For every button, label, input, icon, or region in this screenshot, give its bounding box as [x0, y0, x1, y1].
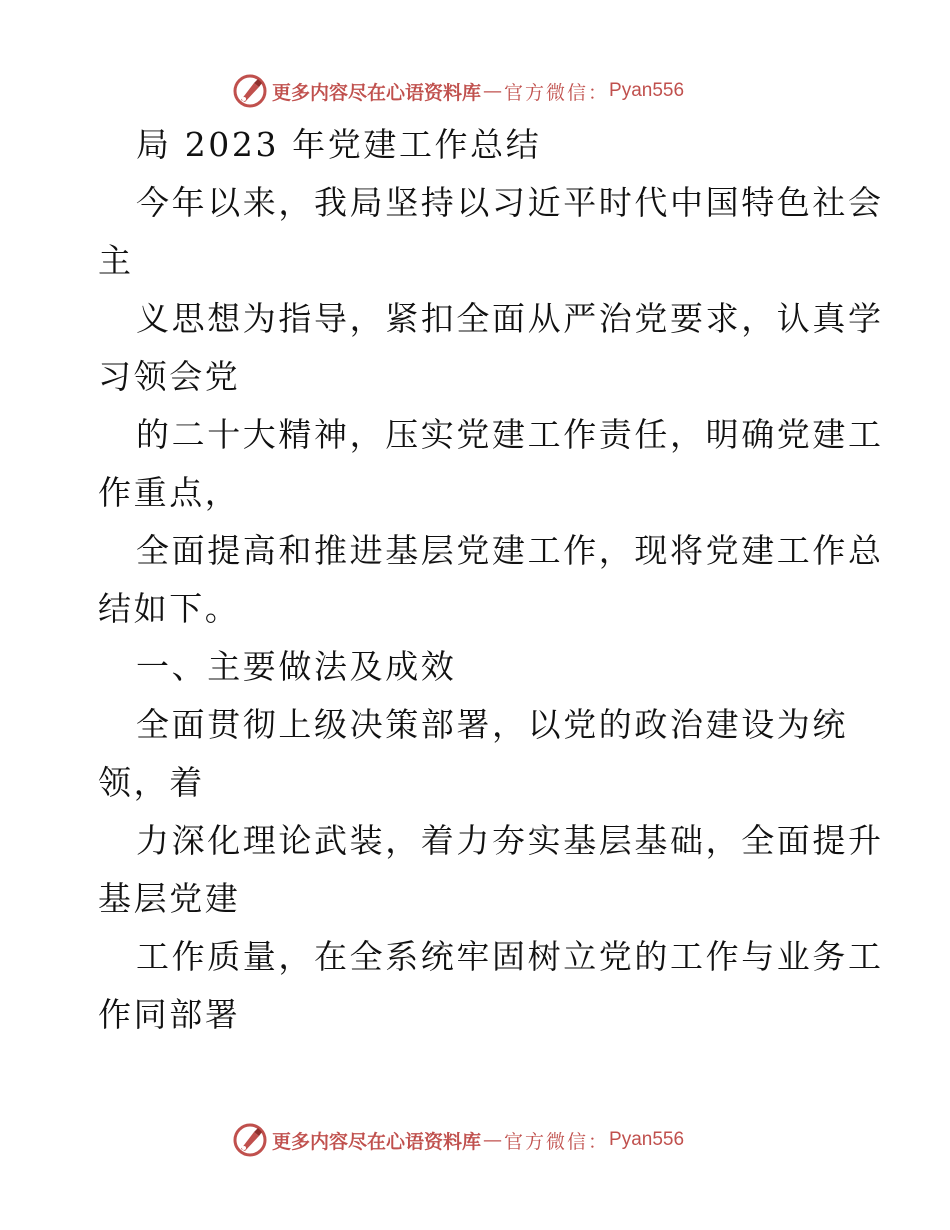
watermark-dash: — — [483, 1129, 503, 1151]
document-body — [98, 116, 884, 1044]
watermark-text: 更多内容尽在心语资料库 — [272, 81, 482, 104]
watermark-official-label: 官方微信： — [504, 81, 610, 104]
paragraph-line: 全面提高和推进基层党建工作，现将党建工作总 — [136, 531, 884, 570]
paragraph-line: 工作质量，在全系统牢固树立党的工作与业务工 — [136, 937, 884, 976]
paragraph-line: 作重点， — [98, 473, 241, 512]
paragraph-line: 主 — [98, 241, 134, 280]
section-heading: 一、主要做法及成效 — [136, 647, 457, 686]
watermark-text: 更多内容尽在心语资料库 — [272, 1130, 482, 1153]
watermark-dash: — — [483, 80, 503, 102]
watermark-header — [232, 71, 684, 111]
document-title: 局 2023 年党建工作总结 — [136, 125, 542, 164]
paragraph-line: 基层党建 — [98, 879, 241, 918]
pen-nib-circle-icon — [232, 1122, 268, 1158]
watermark-footer — [232, 1120, 684, 1160]
paragraph-line: 的二十大精神，压实党建工作责任，明确党建工 — [136, 415, 884, 454]
paragraph-line: 全面贯彻上级决策部署，以党的政治建设为统 — [136, 705, 848, 744]
watermark-wechat-id: Pyan556 — [609, 1129, 685, 1150]
watermark-wechat-id: Pyan556 — [609, 80, 685, 101]
paragraph-line: 义思想为指导，紧扣全面从严治党要求，认真学 — [136, 299, 884, 338]
paragraph-line: 结如下。 — [98, 589, 241, 628]
pen-nib-circle-icon — [232, 73, 268, 109]
paragraph-line: 作同部署 — [98, 995, 241, 1034]
watermark-official-label: 官方微信： — [504, 1130, 610, 1153]
paragraph-line: 今年以来，我局坚持以习近平时代中国特色社会 — [136, 183, 884, 222]
paragraph-line: 习领会党 — [98, 357, 241, 396]
paragraph-line: 力深化理论武装，着力夯实基层基础，全面提升 — [136, 821, 884, 860]
paragraph-line: 领，着 — [98, 763, 205, 802]
